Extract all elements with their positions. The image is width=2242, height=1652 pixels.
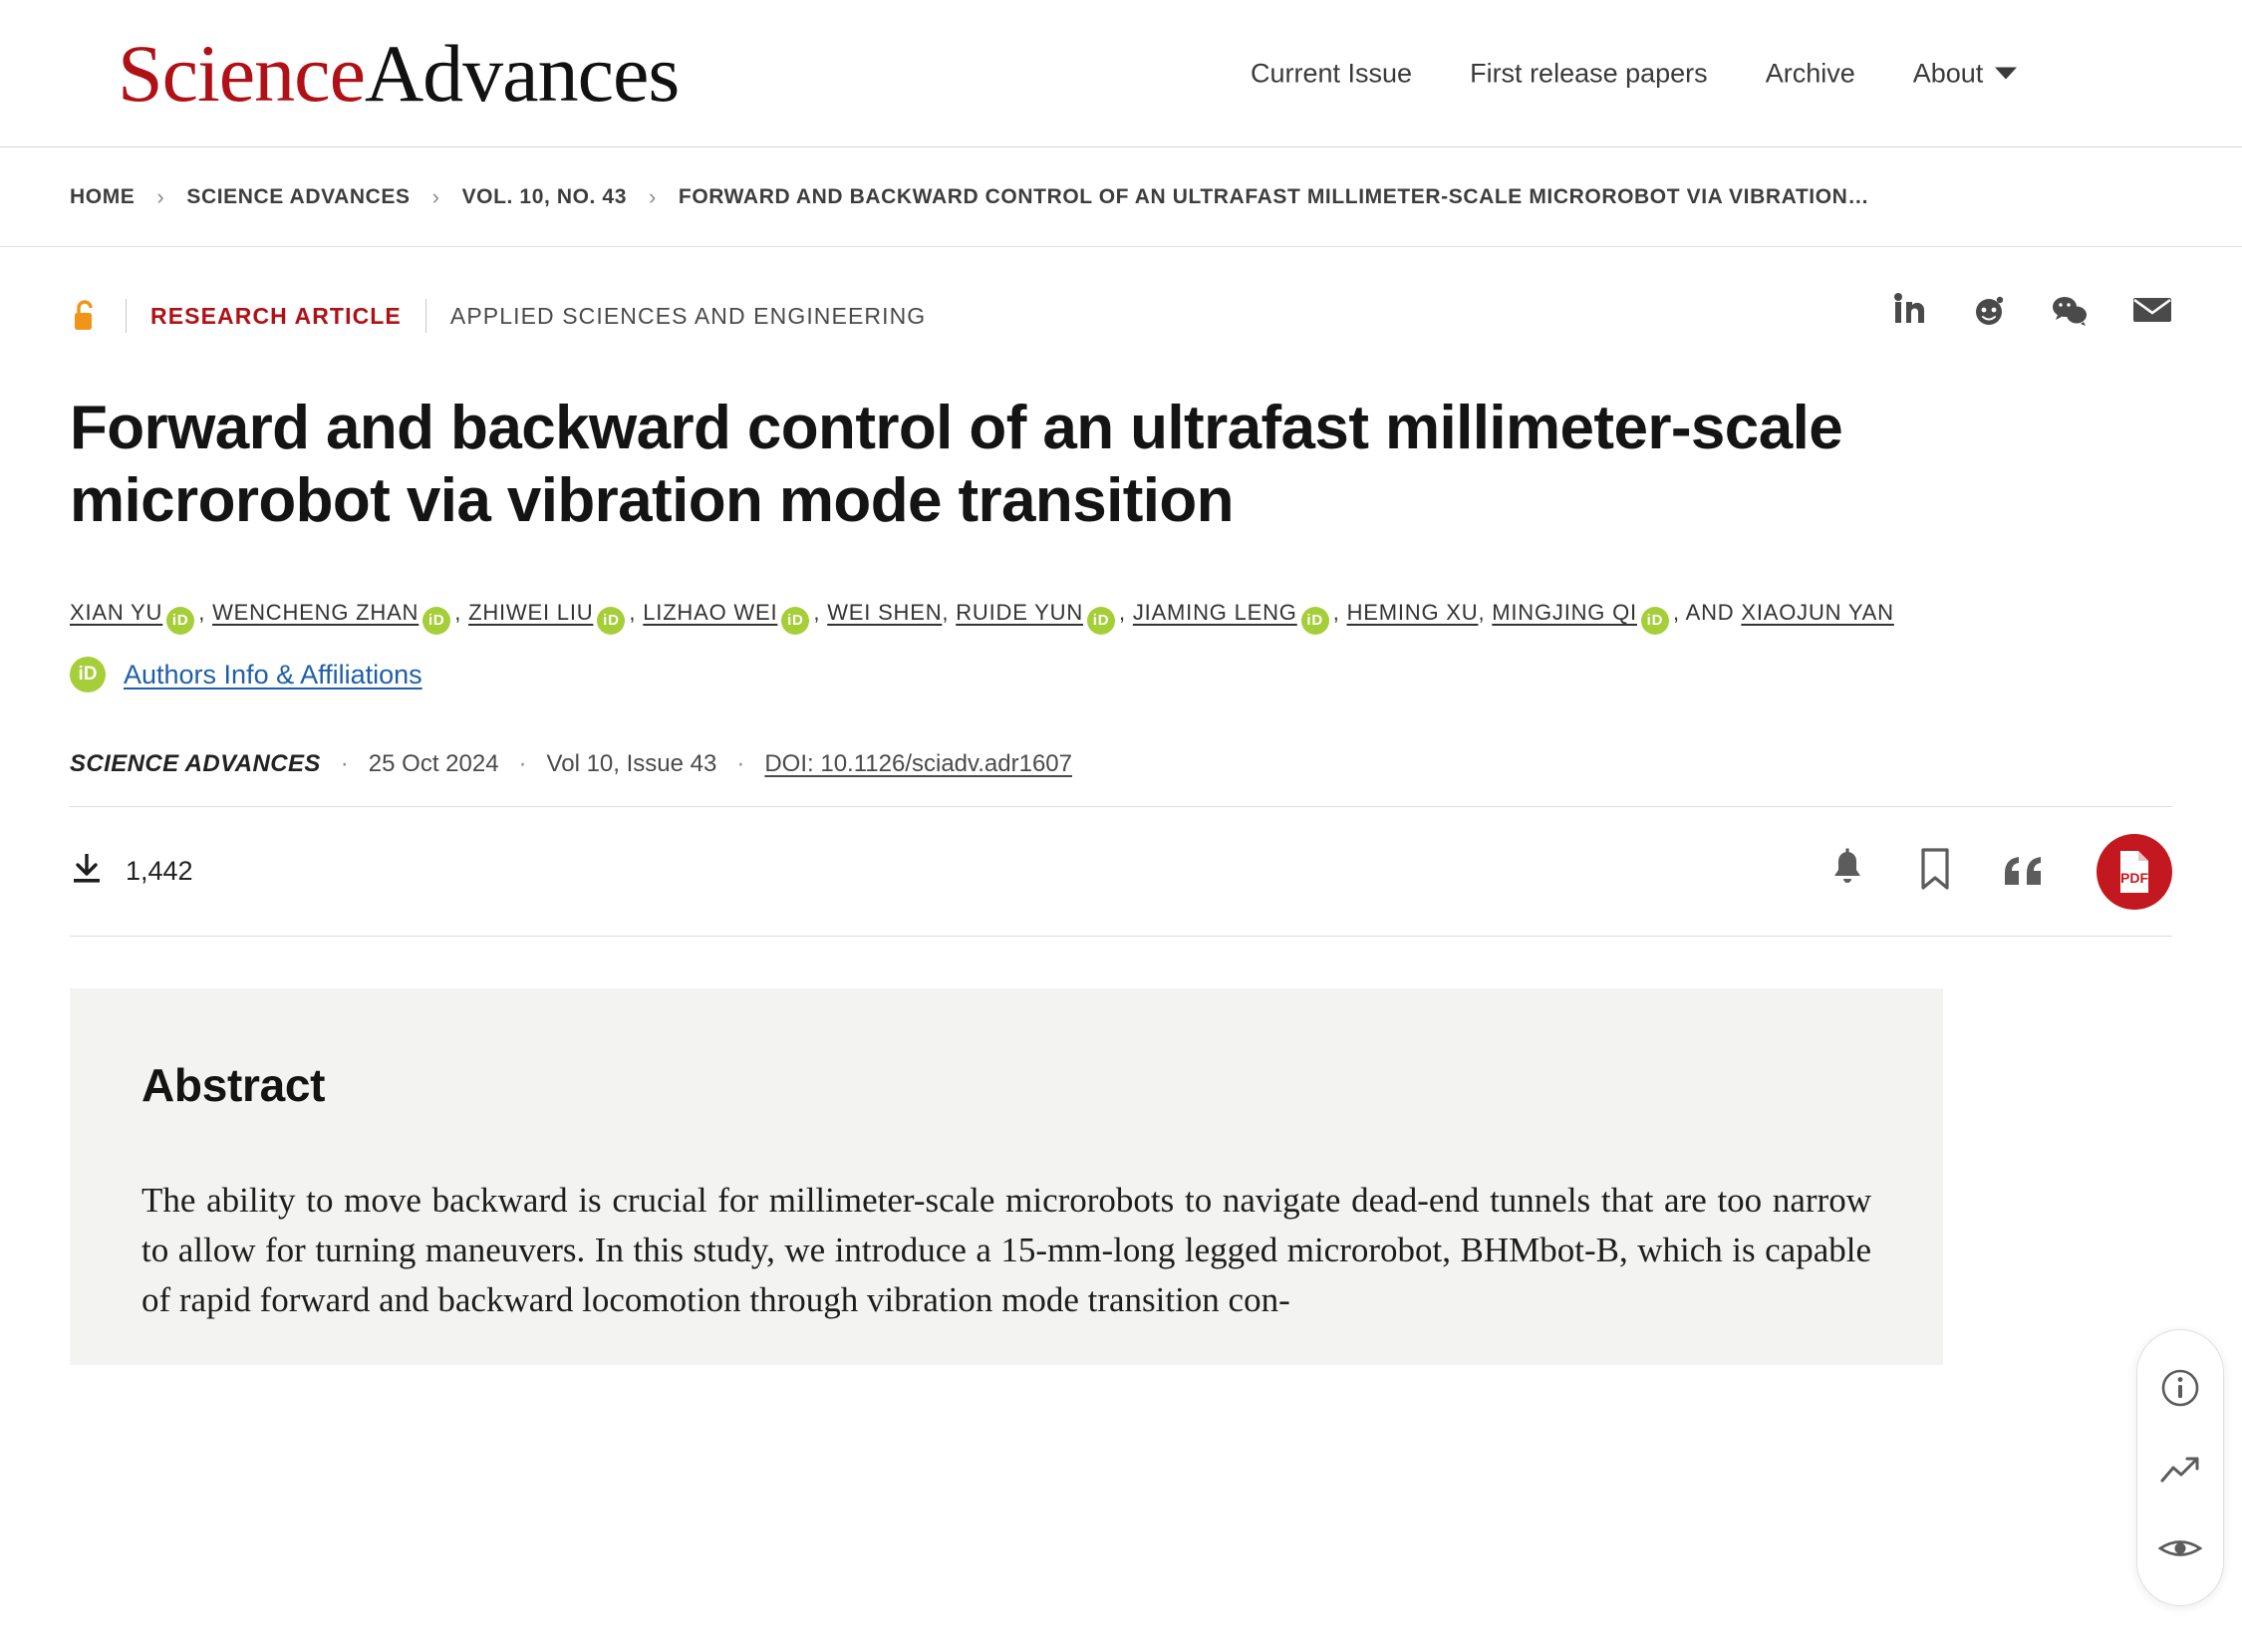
page-title: Forward and backward control of an ultrafast millimeter-scale microrobot via vibration mode transition bbox=[70, 394, 1843, 535]
nav-current-issue[interactable]: Current Issue bbox=[1251, 58, 1413, 88]
meta-journal: SCIENCE ADVANCES bbox=[70, 750, 321, 778]
abstract-heading: Abstract bbox=[141, 1059, 326, 1112]
nav-first-release-papers[interactable]: First release papers bbox=[1470, 58, 1708, 88]
open-access-icon bbox=[70, 299, 100, 333]
author-link[interactable]: HEMING XU bbox=[1346, 600, 1479, 626]
author-link[interactable]: LIZHAO WEI bbox=[643, 600, 778, 626]
main-navigation bbox=[1251, 58, 2017, 89]
breadcrumb-volume[interactable]: VOL. 10, NO. 43 bbox=[461, 184, 627, 208]
quote-icon[interactable] bbox=[2003, 853, 2045, 890]
orcid-icon[interactable]: iD bbox=[597, 607, 625, 635]
bell-icon[interactable] bbox=[1827, 848, 1867, 895]
pdf-icon[interactable] bbox=[2097, 834, 2172, 910]
meta-separator: · bbox=[340, 750, 349, 778]
breadcrumb-current-article: FORWARD AND BACKWARD CONTROL OF AN ULTRAFAST MILLIMETER-SCALE MICROROBOT VIA VIBRATION… bbox=[678, 184, 1870, 208]
share-icons bbox=[1893, 293, 2172, 332]
nav-about[interactable] bbox=[1913, 58, 2018, 89]
meta-volume-issue: Vol 10, Issue 43 bbox=[546, 750, 717, 778]
email-icon[interactable] bbox=[2132, 295, 2172, 330]
orcid-icon[interactable]: iD bbox=[422, 607, 450, 635]
author-link[interactable]: WEI SHEN bbox=[827, 600, 943, 626]
site-logo[interactable] bbox=[118, 27, 680, 119]
article-topic-label[interactable]: APPLIED SCIENCES AND ENGINEERING bbox=[449, 302, 927, 329]
floating-tools-dock bbox=[2136, 1329, 2224, 1606]
authors-info-row bbox=[70, 657, 2172, 692]
chevron-right-icon: › bbox=[648, 183, 657, 209]
views-icon[interactable] bbox=[2158, 1533, 2202, 1563]
author-list: XIAN YU iD , WENCHENG ZHAN iD , ZHIWEI LIU iD , LIZHAO WEI iD , WEI SHEN, RUIDE YUN iD , JIAMING LENG iD , HEMING XU, MINGJING QI iD , AND XIAOJUN YAN bbox=[70, 591, 2172, 635]
divider bbox=[425, 299, 426, 333]
author-link[interactable]: MINGJING QI bbox=[1492, 600, 1637, 626]
author-link[interactable]: ZHIWEI LIU bbox=[468, 600, 594, 626]
breadcrumb bbox=[70, 184, 1869, 210]
meta-doi-link[interactable]: DOI: 10.1126/sciadv.adr1607 bbox=[764, 750, 1072, 778]
site-masthead bbox=[0, 0, 2242, 147]
authors-info-link[interactable]: Authors Info & Affiliations bbox=[124, 659, 422, 689]
author-link[interactable]: XIAN YU bbox=[70, 600, 163, 626]
orcid-icon[interactable]: iD bbox=[781, 607, 809, 635]
meta-separator: · bbox=[518, 750, 527, 778]
author-link[interactable]: XIAOJUN YAN bbox=[1741, 600, 1894, 626]
download-count-group[interactable] bbox=[70, 851, 193, 892]
divider bbox=[126, 299, 127, 333]
abstract-text: The ability to move backward is crucial for millimeter-scale microrobots to navigate dead-end tunnels that are too narrow to allow for turning maneuvers. In this study, we introduce a 15-mm-long legged microrobot, BHMbot-B, which is capable of rapid forward and backward locomotion through vibration mode transition con- bbox=[141, 1181, 1871, 1320]
logo-advances: Advances bbox=[364, 27, 680, 119]
reddit-icon[interactable] bbox=[1971, 293, 2007, 332]
article-type-bar bbox=[70, 247, 2172, 333]
orcid-icon: iD bbox=[70, 657, 106, 692]
nav-archive[interactable]: Archive bbox=[1765, 58, 1855, 88]
breadcrumb-bar bbox=[0, 147, 2242, 247]
breadcrumb-home[interactable]: HOME bbox=[70, 184, 136, 208]
author-link[interactable]: WENCHENG ZHAN bbox=[212, 600, 420, 626]
author-link[interactable]: JIAMING LENG bbox=[1132, 600, 1297, 626]
chevron-right-icon: › bbox=[431, 183, 440, 209]
nav-about-label: About bbox=[1912, 58, 1984, 88]
download-count: 1,442 bbox=[126, 856, 193, 887]
chevron-right-icon: › bbox=[156, 183, 165, 209]
download-icon bbox=[70, 851, 104, 892]
wechat-icon[interactable] bbox=[2051, 293, 2089, 332]
toolbar-actions bbox=[1827, 834, 2172, 910]
meta-separator: · bbox=[736, 750, 745, 778]
article-toolbar bbox=[70, 807, 2172, 937]
orcid-icon[interactable]: iD bbox=[1301, 607, 1329, 635]
svg-text:PDF: PDF bbox=[2120, 869, 2148, 886]
metrics-icon[interactable] bbox=[2159, 1454, 2201, 1488]
abstract-section bbox=[70, 988, 1943, 1365]
bookmark-icon[interactable] bbox=[1919, 848, 1951, 895]
orcid-icon[interactable]: iD bbox=[1087, 607, 1115, 635]
chevron-down-icon bbox=[1995, 68, 2017, 80]
author-link[interactable]: RUIDE YUN bbox=[956, 600, 1084, 626]
linkedin-icon[interactable] bbox=[1893, 293, 1927, 332]
meta-date: 25 Oct 2024 bbox=[368, 750, 499, 778]
logo-science: Science bbox=[118, 27, 365, 119]
authors-conjunction: AND bbox=[1685, 600, 1735, 626]
orcid-icon[interactable]: iD bbox=[166, 607, 194, 635]
orcid-icon[interactable]: iD bbox=[1641, 607, 1669, 635]
article-content bbox=[0, 247, 2242, 1365]
article-meta bbox=[70, 750, 2172, 807]
breadcrumb-journal[interactable]: SCIENCE ADVANCES bbox=[186, 184, 411, 208]
article-type-label[interactable]: RESEARCH ARTICLE bbox=[150, 302, 402, 329]
info-icon[interactable] bbox=[2160, 1368, 2200, 1408]
